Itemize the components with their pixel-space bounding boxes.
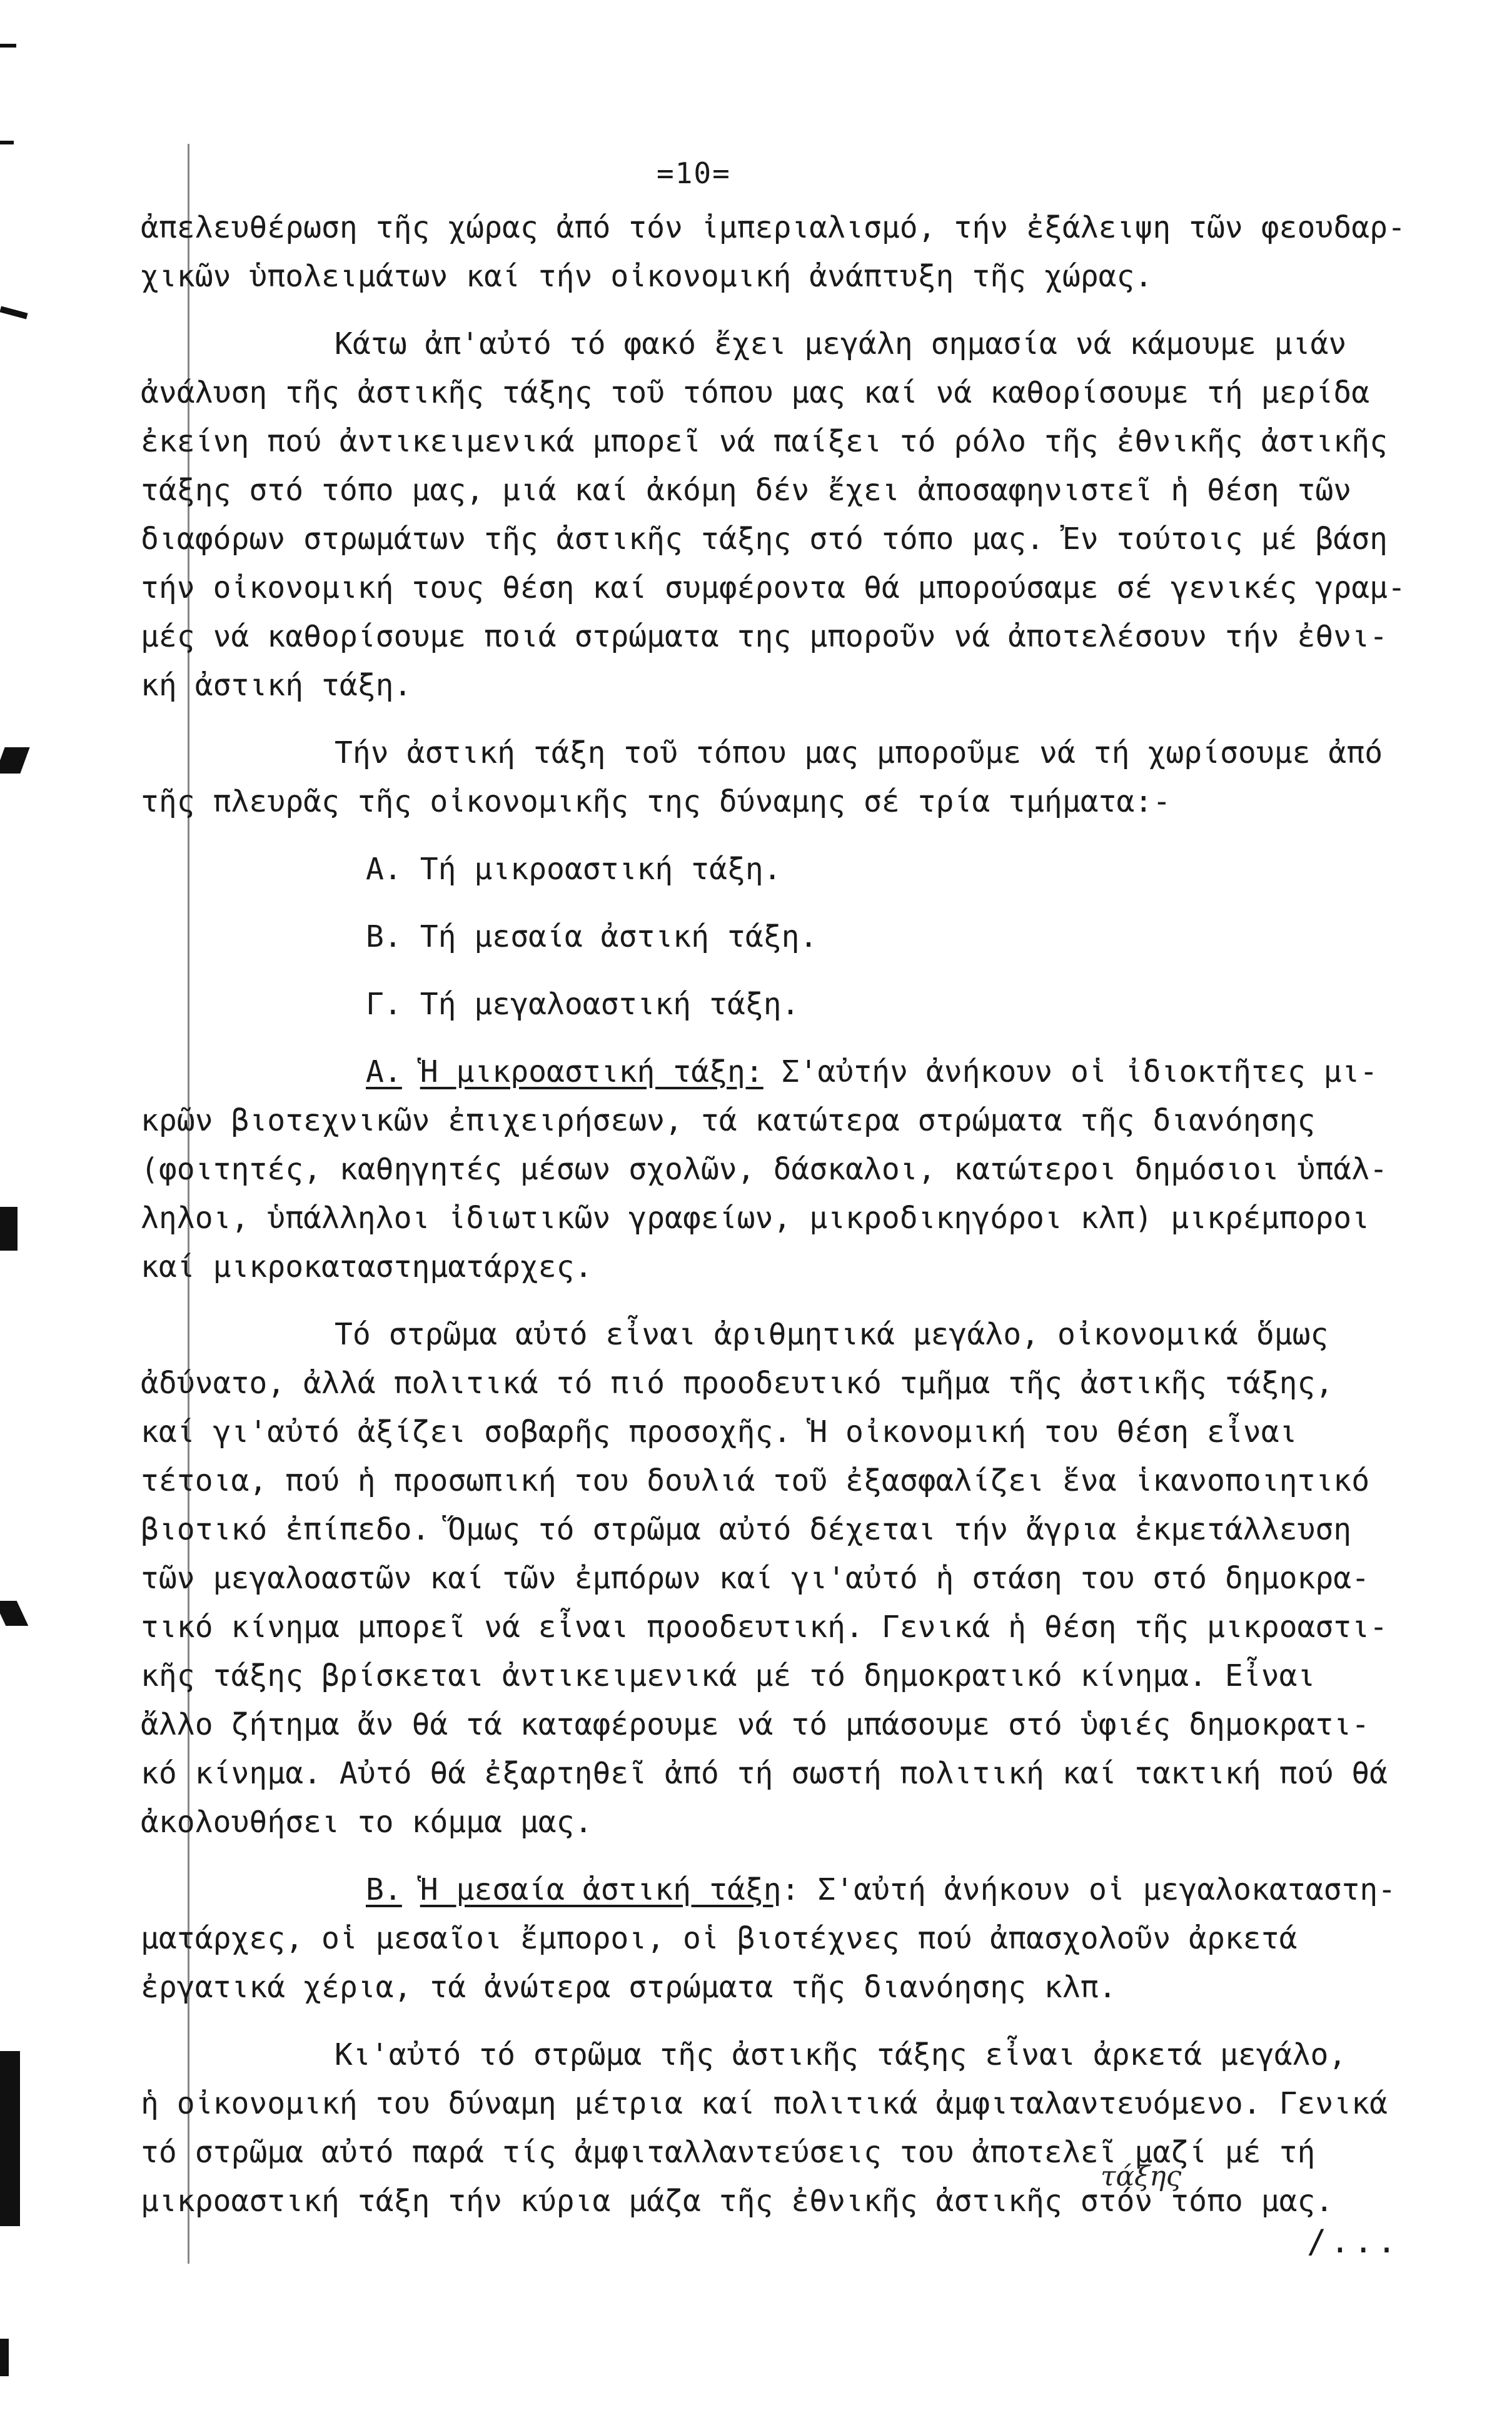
text-line: τό στρῶμα αὐτό παρά τίς ἀμφιταλλαντεύσεις του ἀποτελεῖ μαζί μέ τή (141, 2135, 1316, 2170)
continuation-mark: /... (1307, 2223, 1401, 2261)
section-a-first-line: Σ'αὐτήν ἀνήκουν οἱ ἰδιοκτῆτες μι- (763, 1054, 1378, 1089)
text-line: τῆς πλευρᾶς τῆς οἰκονομικῆς της δύναμης σέ τρία τμήματα:- (141, 784, 1171, 819)
margin-mark-6 (0, 2339, 9, 2376)
text-line: μικροαστική τάξη τήν κύρια μάζα τῆς ἐθνικῆς ἀστικῆς στόν τόπο μας. (141, 2184, 1334, 2219)
text-line: χικῶν ὑπολειμάτων καί τήν οἰκονομική ἀνάπτυξη τῆς χώρας. (141, 259, 1153, 294)
margin-mark-top-2 (0, 141, 14, 144)
text-line: κρῶν βιοτεχνικῶν ἐπιχειρήσεων, τά κατώτερα στρώματα τῆς διανόησης (141, 1103, 1316, 1138)
section-a-prefix: Α. (366, 1054, 402, 1089)
text-line: καί γι'αὐτό ἀξίζει σοβαρῆς προσοχῆς. Ἡ οἰκονομική του θέση εἶναι (141, 1414, 1298, 1449)
text-line: ἀνάλυση τῆς ἀστικῆς τάξης τοῦ τόπου μας καί νά καθορίσουμε τή μερίδα (141, 375, 1370, 410)
text-line: κή ἀστική τάξη. (141, 668, 412, 703)
text-line: τάξης στό τόπο μας, μιά καί ἀκόμη δέν ἔχει ἀποσαφηνιστεῖ ἡ θέση τῶν (141, 473, 1352, 508)
text-line: ἀδύνατο, ἀλλά πολιτικά τό πιό προοδευτικό τμῆμα τῆς ἀστικῆς τάξης, (141, 1366, 1334, 1401)
section-b-prefix: Β. (366, 1872, 402, 1907)
text-line: τήν οἰκονομική τους θέση καί συμφέροντα θά μπορούσαμε σέ γενικές γραμ- (141, 570, 1406, 605)
margin-mark-4 (0, 1601, 28, 1626)
section-list-item: Γ. Τή μεγαλοαστική τάξη. (366, 987, 800, 1022)
text-line: ἡ οἰκονομική του δύναμη μέτρια καί πολιτικά ἀμφιταλαντευόμενο. Γενικά (141, 2086, 1388, 2121)
section-b-heading: Ἡ μεσαία ἀστική τάξη (420, 1872, 782, 1907)
text-line: Τό στρῶμα αὐτό εἶναι ἀριθμητικά μεγάλο, οἰκονομικά ὅμως (335, 1317, 1329, 1352)
text-line: τῶν μεγαλοαστῶν καί τῶν ἐμπόρων καί γι'αὐτό ἡ στάση του στό δημοκρα- (141, 1561, 1370, 1596)
text-line: διαφόρων στρωμάτων τῆς ἀστικῆς τάξης στό τόπο μας. Ἐν τούτοις μέ βάση (141, 522, 1388, 557)
margin-mark-1 (0, 306, 28, 319)
text-line: ἐργατικά χέρια, τά ἀνώτερα στρώματα τῆς διανόησης κλπ. (141, 1970, 1117, 2005)
section-a-heading: Ἡ μικροαστική τάξη: (420, 1054, 764, 1089)
handwritten-note: τάξης (1101, 2160, 1182, 2192)
margin-mark-top (0, 44, 16, 48)
section-b-heading-line (141, 1865, 1479, 1914)
text-line: κό κίνημα. Αὐτό θά ἐξαρτηθεῖ ἀπό τή σωστή πολιτική καί τακτική πού θά (141, 1756, 1388, 1791)
text-line: τέτοια, πού ἡ προσωπική του δουλιά τοῦ ἐξασφαλίζει ἕνα ἱκανοποιητικό (141, 1463, 1370, 1498)
text-line: μές νά καθορίσουμε ποιά στρώματα της μποροῦν νά ἀποτελέσουν τήν ἐθνι- (141, 619, 1388, 654)
section-b-first-line: : Σ'αὐτή ἀνήκουν οἱ μεγαλοκαταστη- (781, 1872, 1396, 1907)
text-line: τικό κίνημα μπορεῖ νά εἶναι προοδευτική. Γενικά ἡ θέση τῆς μικροαστι- (141, 1610, 1388, 1645)
text-line: (φοιτητές, καθηγητές μέσων σχολῶν, δάσκαλοι, κατώτεροι δημόσιοι ὑπάλ- (141, 1152, 1388, 1187)
section-list-item: Α. Τή μικροαστική τάξη. (366, 852, 782, 887)
text-line: καί μικροκαταστηματάρχες. (141, 1249, 593, 1284)
text-line: ματάρχες, οἱ μεσαῖοι ἔμποροι, οἱ βιοτέχνες πού ἀπασχολοῦν ἀρκετά (141, 1921, 1298, 1956)
text-line: Κι'αὐτό τό στρῶμα τῆς ἀστικῆς τάξης εἶναι ἀρκετά μεγάλο, (335, 2037, 1347, 2072)
text-line: βιοτικό ἐπίπεδο. Ὅμως τό στρῶμα αὐτό δέχεται τήν ἄγρια ἐκμετάλλευση (141, 1512, 1352, 1547)
margin-mark-5 (0, 2051, 20, 2226)
main-text (141, 203, 1479, 2226)
text-line: ληλοι, ὑπάλληλοι ἰδιωτικῶν γραφείων, μικροδικηγόροι κλπ) μικρέμποροι (141, 1201, 1370, 1236)
margin-mark-3 (0, 1207, 18, 1251)
text-line: κῆς τάξης βρίσκεται ἀντικειμενικά μέ τό δημοκρατικό κίνημα. Εἶναι (141, 1658, 1316, 1693)
text-line: Κάτω ἀπ'αὐτό τό φακό ἔχει μεγάλη σημασία νά κάμουμε μιάν (335, 326, 1347, 361)
text-line: Τήν ἀστική τάξη τοῦ τόπου μας μποροῦμε νά τή χωρίσουμε ἀπό (335, 735, 1383, 770)
section-list-item: Β. Τή μεσαία ἀστική τάξη. (366, 919, 818, 954)
margin-mark-2 (0, 747, 30, 774)
section-a-heading-line (141, 1047, 1479, 1096)
text-line: ἐκείνη πού ἀντικειμενικά μπορεῖ νά παίξει τό ρόλο τῆς ἐθνικῆς ἀστικῆς (141, 424, 1388, 459)
page-number: =10= (657, 156, 731, 190)
text-line: ἀκολουθήσει το κόμμα μας. (141, 1805, 593, 1840)
text-line: ἄλλο ζήτημα ἄν θά τά καταφέρουμε νά τό μπάσουμε στό ὑφιές δημοκρατι- (141, 1707, 1370, 1742)
text-line: ἀπελευθέρωση τῆς χώρας ἀπό τόν ἰμπεριαλισμό, τήν ἐξάλειψη τῶν φεουδαρ- (141, 210, 1406, 245)
